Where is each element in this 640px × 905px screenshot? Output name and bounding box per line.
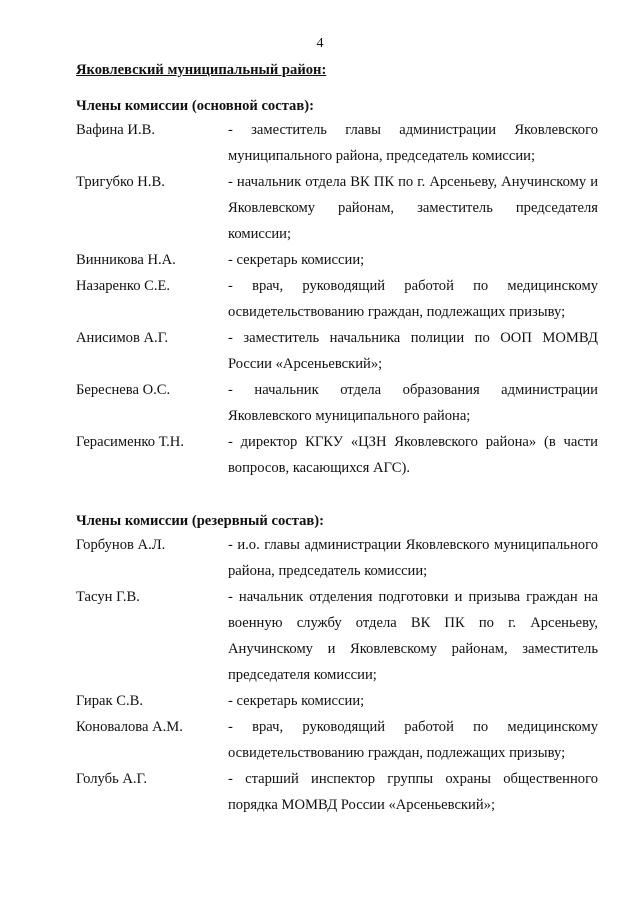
member-name: Винникова Н.А. <box>76 252 176 268</box>
member-name: Тригубко Н.В. <box>76 174 165 190</box>
main-member-list <box>76 117 598 481</box>
member-name: Гирак С.В. <box>76 693 143 709</box>
member-role: - директор КГКУ «ЦЗН Яковлевского района» (в части вопросов, касающихся АГС). <box>228 434 598 476</box>
member-row <box>76 584 598 688</box>
district-title: Яковлевский муниципальный район: <box>76 62 327 78</box>
member-row <box>76 714 598 766</box>
member-role: - заместитель главы администрации Яковлевского муниципального района, председатель комиссии; <box>228 122 598 164</box>
member-role: - старший инспектор группы охраны общественного порядка МОМВД России «Арсеньевский»; <box>228 771 598 813</box>
member-role: - и.о. главы администрации Яковлевского муниципального района, председатель комиссии; <box>228 537 598 579</box>
member-name: Тасун Г.В. <box>76 589 140 605</box>
reserve-member-list <box>76 532 598 818</box>
member-row <box>76 429 598 481</box>
member-name: Горбунов А.Л. <box>76 537 166 553</box>
member-name: Вафина И.В. <box>76 122 155 138</box>
member-name: Коновалова А.М. <box>76 719 183 735</box>
member-name: Береснева О.С. <box>76 382 171 398</box>
member-role: - начальник отдела образования администрации Яковлевского муниципального района; <box>228 382 598 424</box>
member-row <box>76 169 598 247</box>
member-row <box>76 532 598 584</box>
member-name: Анисимов А.Г. <box>76 330 169 346</box>
member-row <box>76 766 598 818</box>
member-role: - начальник отделения подготовки и призыва граждан на военную службу отдела ВК ПК по г. Арсеньеву, Анучинскому и Яковлевскому районам, заместитель председателя комиссии; <box>228 589 598 683</box>
member-role: - врач, руководящий работой по медицинскому освидетельствованию граждан, подлежащих призыву; <box>228 278 598 320</box>
member-row <box>76 688 598 714</box>
member-name: Голубь А.Г. <box>76 771 148 787</box>
member-name: Герасименко Т.Н. <box>76 434 184 450</box>
member-row <box>76 325 598 377</box>
member-role: - секретарь комиссии; <box>228 252 365 268</box>
member-row <box>76 377 598 429</box>
member-row <box>76 273 598 325</box>
member-row <box>76 117 598 169</box>
member-role: - заместитель начальника полиции по ООП МОМВД России «Арсеньевский»; <box>228 330 598 372</box>
member-role: - начальник отдела ВК ПК по г. Арсеньеву, Анучинскому и Яковлевскому районам, заместитель председателя комиссии; <box>228 174 598 242</box>
page-number: 4 <box>316 36 324 51</box>
member-name: Назаренко С.Е. <box>76 278 171 294</box>
member-role: - секретарь комиссии; <box>228 693 365 709</box>
reserve-section-title: Члены комиссии (резервный состав): <box>76 513 324 529</box>
member-role: - врач, руководящий работой по медицинскому освидетельствованию граждан, подлежащих призыву; <box>228 719 598 761</box>
main-section-title: Члены комиссии (основной состав): <box>76 98 314 114</box>
member-row <box>76 247 598 273</box>
